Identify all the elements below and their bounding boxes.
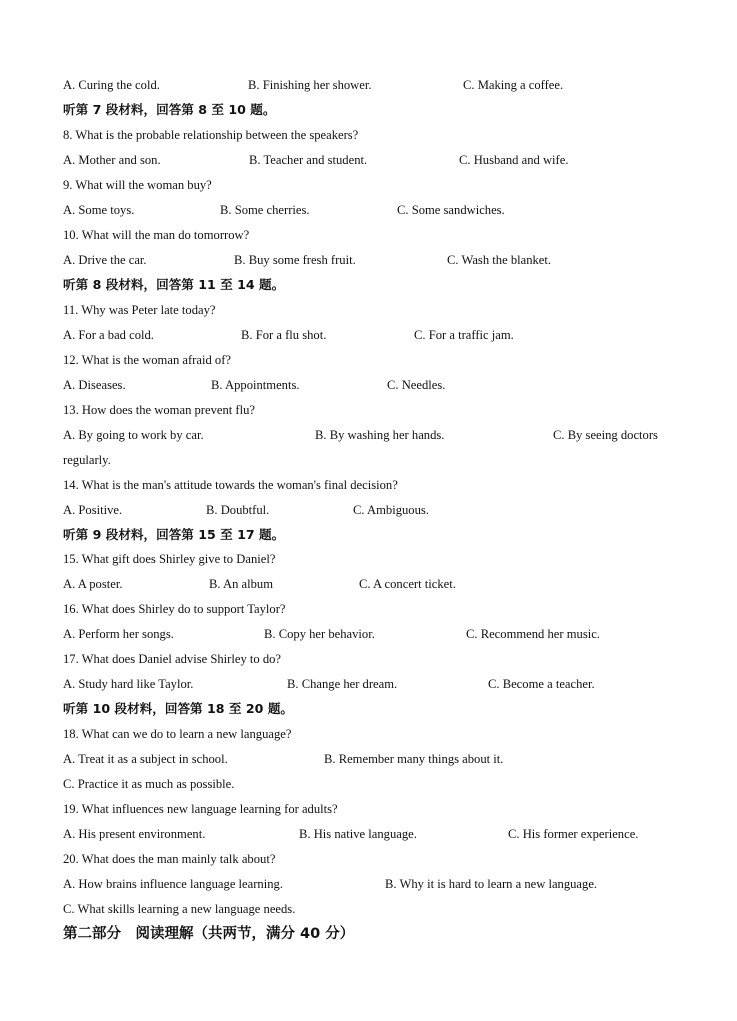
question-11: 11. Why was Peter late today? xyxy=(63,303,216,317)
question-8: 8. What is the probable relationship between the speakers? xyxy=(63,128,359,142)
question-16: 16. What does Shirley do to support Taylor? xyxy=(63,602,286,616)
q11-option-a: A. For a bad cold. xyxy=(63,328,154,342)
q7-option-c: C. Making a coffee. xyxy=(463,78,564,92)
q16-option-b: B. Copy her behavior. xyxy=(264,627,375,641)
q16-option-a: A. Perform her songs. xyxy=(63,627,174,641)
q14-option-c: C. Ambiguous. xyxy=(353,503,429,517)
q10-option-b: B. Buy some fresh fruit. xyxy=(234,253,356,267)
question-19: 19. What influences new language learning for adults? xyxy=(63,802,338,816)
q18-option-c: C. Practice it as much as possible. xyxy=(63,777,235,791)
question-12: 12. What is the woman afraid of? xyxy=(63,353,231,367)
q9-option-a: A. Some toys. xyxy=(63,203,135,217)
section-heading-10: 听第 10 段材料，回答第 18 至 20 题。 xyxy=(63,701,294,716)
q16-option-c: C. Recommend her music. xyxy=(466,627,600,641)
q14-option-b: B. Doubtful. xyxy=(206,503,270,517)
q7-option-a: A. Curing the cold. xyxy=(63,78,160,92)
q11-option-b: B. For a flu shot. xyxy=(241,328,327,342)
q12-option-c: C. Needles. xyxy=(387,378,446,392)
q13-option-b: B. By washing her hands. xyxy=(315,428,445,442)
section-heading-9: 听第 9 段材料，回答第 15 至 17 题。 xyxy=(63,527,285,542)
q17-option-b: B. Change her dream. xyxy=(287,677,398,691)
q17-option-a: A. Study hard like Taylor. xyxy=(63,677,194,691)
q18-option-b: B. Remember many things about it. xyxy=(324,752,504,766)
part-two-heading: 第二部分 阅读理解（共两节，满分 40 分） xyxy=(63,926,355,942)
q19-option-a: A. His present environment. xyxy=(63,827,206,841)
q7-option-b: B. Finishing her shower. xyxy=(248,78,372,92)
q20-option-c: C. What skills learning a new language needs. xyxy=(63,902,296,916)
q8-option-a: A. Mother and son. xyxy=(63,153,161,167)
q17-option-c: C. Become a teacher. xyxy=(488,677,595,691)
question-17: 17. What does Daniel advise Shirley to do? xyxy=(63,652,282,666)
q11-option-c: C. For a traffic jam. xyxy=(414,328,514,342)
q15-option-b: B. An album xyxy=(209,577,274,591)
q9-option-c: C. Some sandwiches. xyxy=(397,203,505,217)
q14-option-a: A. Positive. xyxy=(63,503,123,517)
q20-option-b: B. Why it is hard to learn a new language. xyxy=(385,877,598,891)
q19-option-c: C. His former experience. xyxy=(508,827,639,841)
q9-option-b: B. Some cherries. xyxy=(220,203,310,217)
q15-option-a: A. A poster. xyxy=(63,577,123,591)
q10-option-a: A. Drive the car. xyxy=(63,253,147,267)
q20-option-a: A. How brains influence language learning. xyxy=(63,877,283,891)
section-heading-7: 听第 7 段材料，回答第 8 至 10 题。 xyxy=(63,102,276,117)
q18-option-a: A. Treat it as a subject in school. xyxy=(63,752,228,766)
q10-option-c: C. Wash the blanket. xyxy=(447,253,552,267)
q13-option-a: A. By going to work by car. xyxy=(63,428,204,442)
q13-option-c-continued: regularly. xyxy=(63,453,111,467)
question-10: 10. What will the man do tomorrow? xyxy=(63,228,250,242)
question-14: 14. What is the man's attitude towards the woman's final decision? xyxy=(63,478,398,492)
question-20: 20. What does the man mainly talk about? xyxy=(63,852,276,866)
q12-option-b: B. Appointments. xyxy=(211,378,300,392)
q19-option-b: B. His native language. xyxy=(299,827,417,841)
q15-option-c: C. A concert ticket. xyxy=(359,577,456,591)
question-15: 15. What gift does Shirley give to Daniel? xyxy=(63,552,276,566)
q13-option-c: C. By seeing doctors xyxy=(553,428,658,442)
q8-option-c: C. Husband and wife. xyxy=(459,153,569,167)
question-13: 13. How does the woman prevent flu? xyxy=(63,403,256,417)
question-18: 18. What can we do to learn a new language? xyxy=(63,727,292,741)
q12-option-a: A. Diseases. xyxy=(63,378,126,392)
q8-option-b: B. Teacher and student. xyxy=(249,153,368,167)
question-9: 9. What will the woman buy? xyxy=(63,178,212,192)
section-heading-8: 听第 8 段材料，回答第 11 至 14 题。 xyxy=(63,277,285,292)
